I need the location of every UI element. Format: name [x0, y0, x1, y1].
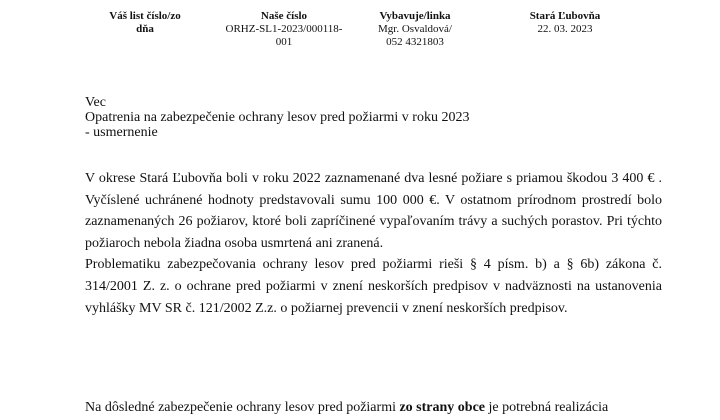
- subject-label: Vec: [85, 95, 106, 110]
- subject-line-2: - usmernenie: [85, 125, 158, 140]
- header-handled-by-label: Vybavuje/linka: [379, 10, 451, 22]
- header-date-value: 22. 03. 2023: [537, 23, 593, 35]
- header-place-label: Stará Ľubovňa: [529, 10, 601, 22]
- letter-body: [85, 168, 662, 319]
- header-our-number-label: Naše číslo: [260, 10, 308, 22]
- header-our-number: [224, 10, 344, 49]
- header-handled-by: [370, 10, 460, 49]
- subject-line-1: Opatrenia na zabezpečenie ochrany lesov pred požiarmi v roku 2023: [85, 110, 470, 125]
- header-our-number-value-1: ORHZ-SL1-2023/000118-: [225, 23, 343, 35]
- header-your-letter: [105, 10, 185, 36]
- header-our-number-value-2: 001: [275, 36, 293, 48]
- header-handled-by-value-2: 052 4321803: [386, 36, 444, 48]
- paragraph-3: [85, 398, 662, 418]
- paragraph-3-end: je potrebná realizácia: [485, 400, 609, 415]
- header-place-date: [505, 10, 625, 36]
- paragraph-1: V okrese Stará Ľubovňa boli v roku 2022 zaznamenané dva lesné požiare s priamou škodou 3 400 € . Vyčíslené uchránené hodnoty predstavovali sumu 100 000 €. V ostatnom prírodnom prostredí bolo zaznamenaných 26 požiarov, ktoré boli zapríčinené vypaľovaním trávy a suchých porastov. Pri týchto požiaroch nebola žiadna osoba usmrtená ani zranená.: [85, 171, 662, 251]
- paragraph-2: Problematiku zabezpečovania ochrany lesov pred požiarmi rieši § 4 písm. b) a § 6b) zákona č. 314/2001 Z. z. o ochrane pred požiarmi v znení neskorších predpisov v nadväznosti na ustanovenia vyhlášky MV SR č. 121/2002 Z.z. o požiarnej prevencii v znení neskorších predpisov.: [85, 257, 662, 316]
- subject-block: [85, 95, 645, 140]
- header-handled-by-value-1: Mgr. Osvaldová/: [378, 23, 452, 35]
- paragraph-3-start: Na dôsledné zabezpečenie ochrany lesov pred požiarmi: [85, 400, 400, 415]
- header-your-letter-label: Váš list číslo/zo dňa: [109, 10, 181, 35]
- paragraph-3-bold: zo strany obce: [399, 400, 486, 415]
